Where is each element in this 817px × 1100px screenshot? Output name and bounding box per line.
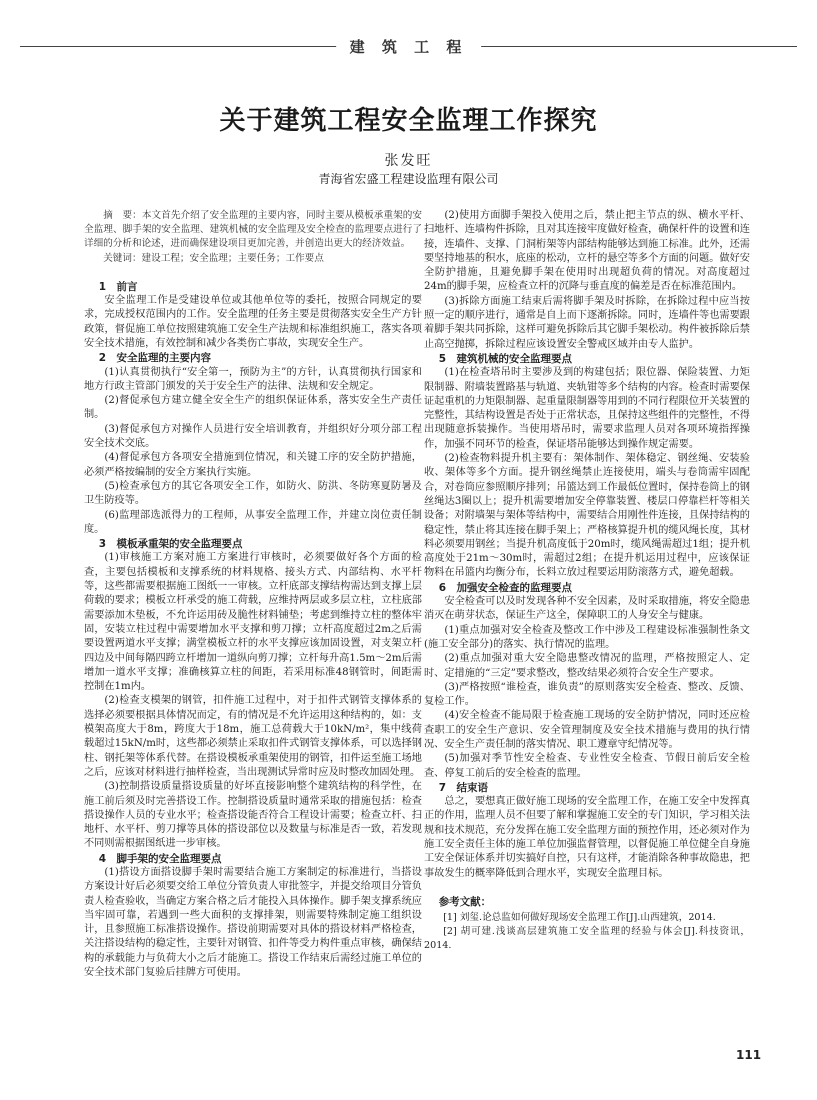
keywords: 关键词：建设工程；安全监理；主要任务；工作要点: [103, 252, 324, 264]
body-paragraph: (1)搭设方面搭设脚手架时需要结合施工方案制定的标准进行，当搭设方案设计好后必须要交给工单位分管负责人审批签字，并提交给项目分管负责人检查验收，当确定方案合格之后才能投入具体操作。脚手架支撑系统应当牢固可靠，若遇到一些大面积的支撑排架，则需要特殊制定施工组织设计，且参照施工标准搭设操作。搭设前期需要对具体的搭设材料严格检查，关注搭设结构的稳定性，主要针对钢管、扣件等受力构件重点审核，确保结构的承载能力与负荷大小之后才能施工。搭设工作结束后需经过施工单位的安全技术部门复验后挂牌方可使用。: [84, 866, 422, 979]
reference-item: [1] 刘玺.论总监如何做好现场安全监理工作[J].山西建筑，2014.: [443, 912, 716, 924]
section-heading: 4 脚手架的安全监理要点: [98, 852, 222, 865]
section-heading: 7 结束语: [438, 781, 488, 794]
left-column-body: [84, 280, 422, 981]
body-paragraph: 总之，要想真正做好施工现场的安全监理工作，在施工安全中发挥真正的作用，监理人员不但要了解和掌握施工安全的专门知识，学习相关法规和技术规范，充分发挥在施工安全监理方面的预控作用，还必须对作为施工安全责任主体的施工单位加强监督管理，以督促施工单位健全自身施工安全保证体系并切实搞好自控，只有这样，才能消除各种事故隐患，把事故发生的概率降低到合理水平，实现安全监理目标。: [424, 796, 751, 879]
body-paragraph: (1)重点加强对安全检查及整改工作中涉及工程建设标准强制性条文(施工安全部分)的落实、执行情况的监理。: [424, 624, 750, 650]
body-paragraph: (3)严格按照“谁检查，谁负责”的原则落实安全检查、整改、反馈、复检工作。: [424, 681, 750, 708]
abstract-text: 摘 要：本文首先介绍了安全监理的主要内容，同时主要从模板承重架的安全监理、脚手架的安全监理、建筑机械的安全监理及安全检查的监理要点进行了详细的分析和论述，进而确保建设项目更加完善，并创造出更大的经济效益。: [84, 210, 422, 250]
body-paragraph: (3)督促承包方对操作人员进行安全培训教育，并组织好分项分部工程安全技术交底。: [84, 423, 422, 450]
body-paragraph: (2)督促承包方建立健全安全生产的组织保证体系，落实安全生产责任制。: [84, 395, 422, 421]
article-title: 关于建筑工程安全监理工作探究: [219, 106, 598, 136]
author-name: 张发旺: [384, 153, 433, 169]
section-heading: 1 前言: [98, 280, 138, 293]
page-number: 111: [736, 1048, 762, 1062]
right-column: [424, 209, 750, 953]
body-paragraph: (1)审核施工方案对施工方案进行审核时，必须要做好各个方面的检查，主要包括模板和支撑系统的材料规格、接头方式、内部结构、水平杆等，这些都需要根据施工图纸一一审核。立杆底部支撑结构需达到支撑上层荷载的要求；模板立杆承受的施工荷载，应维持两层或多层立柱，立柱底部需要添加木垫板，不允许运用砖及脆性材料铺垫；考虑到维持立柱的整体牢固，安装立柱过程中需要增加水平支撑和剪刀撑；立杆高度超过2m之后需要设置两道水平支撑；满堂模板立杆的水平支撑应该加固设置，对支架立杆四边及中间每隔四跨立杆增加一道纵向剪刀撑；立杆每升高1.5m～2m后需增加一道水平支撑；准确核算立柱的间距，若采用标准48钢管时，间距需控制在1m内。: [84, 552, 422, 693]
references-title: 参考文献：: [438, 895, 492, 908]
body-paragraph: (3)控制搭设质量搭设质量的好坏直接影响整个建筑结构的科学性，在施工前后须及时完善搭设工作。控制搭设质量时通常采取的措施包括：检查搭设操作人员的专业水平；检查搭设能否符合工程设计需要；检查立杆、扫地杆、水平杆、剪刀撑等具体的搭设部位以及数量与标准是否一致，若发现不同则需根据图纸进一步审核。: [84, 781, 422, 850]
body-paragraph: (4)督促承包方各项安全措施到位情况，和关键工序的安全防护措施，必须严格按编制的安全方案执行实施。: [84, 452, 422, 478]
body-paragraph: (5)检查承包方的其它各项安全工作，如防火、防洪、冬防寒夏防暑及卫生防疫等。: [84, 480, 422, 507]
body-paragraph: (2)使用方面脚手架投入使用之后，禁止把主节点的纵、横水平杆、扫地杆、连墙构件拆除，且对其连接牢度做好检查，确保杆件的设置和连接，连墙件、支撑、门洞桁架等内部结构能够达到施工标准。此外，还需要坚持地基的积水，底座的松动，立杆的悬空等多个方面的问题。做好安全防护措施，且避免脚手架在使用时出现超负荷的情况。对高度超过24m的脚手架，应检查立杆的沉降与垂直度的偏差是否在标准范围内。: [424, 210, 750, 293]
abstract-block: [84, 209, 422, 266]
section-heading: 6 加强安全检查的监理要点: [438, 581, 572, 594]
right-column-body: [424, 209, 750, 881]
body-paragraph: 安全监理工作是受建设单位或其他单位等的委托，按照合同规定的要求，完成授权范围内的工作。安全监理的任务主要是贯彻落实安全生产方针政策，督促施工单位按照建筑施工安全生产法规和标准组织施工，落实各项安全技术措施，有效控制和减少各类伤亡事故，实现安全生产。: [84, 295, 422, 349]
body-paragraph: (2)检查支模架的钢管，扣件施工过程中，对于扣件式钢管支撑体系的选择必须要根据具体情况而定，有的情况是不允许运用这种结构的，如：支模架高度大于8m，跨度大于18m，施工总荷载大于10kN/m²，集中线荷载超过15kN/m时，这些都必须禁止采取扣件式钢管支撑体系，可以选择钢柱、钢托架等体系代替。在搭设模板承重架使用的钢管，扣件运至施工场地之后，应该对材料进行抽样检查，当出现测试异常时应及时整改加固处理。: [84, 695, 422, 778]
section-label: 建 筑 工 程: [336, 36, 482, 57]
body-paragraph: (5)加强对季节性安全检查、专业性安全检查、节假日前后安全检查、停复工前后的安全检查的监理。: [424, 753, 750, 779]
body-paragraph: 安全检查可以及时发现各种不安全因素，及时采取措施，将安全隐患消灭在萌芽状态，保证生产这全，保障职工的人身安全与健康。: [424, 596, 751, 622]
section-heading: 5 建筑机械的安全监理要点: [438, 352, 572, 365]
section-heading: 3 模板承重架的安全监理要点: [98, 538, 243, 551]
body-paragraph: (3)拆除方面施工结束后需将脚手架及时拆除，在拆除过程中应当按照一定的顺序进行，通常是自上而下逐渐拆除。同时，连墙件等也需要跟着脚手架共同拆除，这样可避免拆除后其它脚手架松动。构件被拆除后禁止高空抛掷，拆除过程应该设置安全警戒区域并由专人监护。: [424, 295, 750, 350]
reference-item: [2] 胡可建.浅谈高层建筑施工安全监理的经验与体会[J].科技资讯，2014.: [424, 926, 750, 952]
left-column: [84, 209, 422, 980]
author-affiliation: 青海省宏盛工程建设监理有限公司: [318, 172, 499, 186]
body-paragraph: (2)重点加强对重大安全隐患整改情况的监理，严格按照定人、定时、定措施的“三定”要求整改，整改结果必须符合安全生产要求。: [424, 653, 750, 679]
section-heading: 2 安全监理的主要内容: [98, 352, 211, 365]
body-paragraph: (6)监理部选派得力的工程师，从事安全监理工作，并建立岗位责任制度。: [84, 509, 422, 535]
body-paragraph: (1)认真贯彻执行“安全第一，预防为主”的方针，认真贯彻执行国家和地方行政主管部门颁发的关于安全生产的法律、法规和安全规定。: [84, 366, 422, 392]
body-paragraph: (4)安全检查不能局限于检查施工现场的安全防护情况，同时还应检查职工的安全生产意识、安全管理制度及安全技术措施与费用的执行情况、安全生产责任制的落实情况、职工遵章守纪情况等。: [424, 710, 750, 750]
body-paragraph: (1)在检查塔吊时主要涉及到的构建包括；限位器、保险装置、力矩限制器、附墙装置路基与轨道、夹轨钳等多个结构的内容。检查时需要保证起重机的力矩限制器、起重量限制器等用到的不同行程限位开关装置的完整性，其结构设置是否处于正常状态，且保持这些组件的完整性，不得出现随意拆装操作。当使用塔吊时，需要求监理人员对各项环境指挥操作，加强不同环节的检查，保证塔吊能够达到操作规定需要。: [424, 367, 750, 450]
body-paragraph: (2)检查物料提升机主要有：架体制作、架体稳定、钢丝绳、安装验收、架体等多个方面。提升钢丝绳禁止连接使用，端头与卷筒需牢固配合，对卷筒应参照顺序排列；吊篮达到工作最低位置时，保持卷筒上的钢丝绳达3圈以上；提升机需要增加安全停靠装置、楼层口停靠栏杆等相关设备；对附墙架与架体等结构中，需要结合用刚性件连接，且保持结构的稳定性，禁止将其连接在脚手架上；严格核算提升机的缆风绳长度，其材料必须要用钢丝；当提升机高度低于20m时，缆风绳需超过1组；提升机高度处于21m～30m时，需超过2组；在提升机运用过程中，应该保证物料在吊篮内均衡分布，长料立放过程要运用防滚落方式，避免超载。: [424, 453, 750, 579]
